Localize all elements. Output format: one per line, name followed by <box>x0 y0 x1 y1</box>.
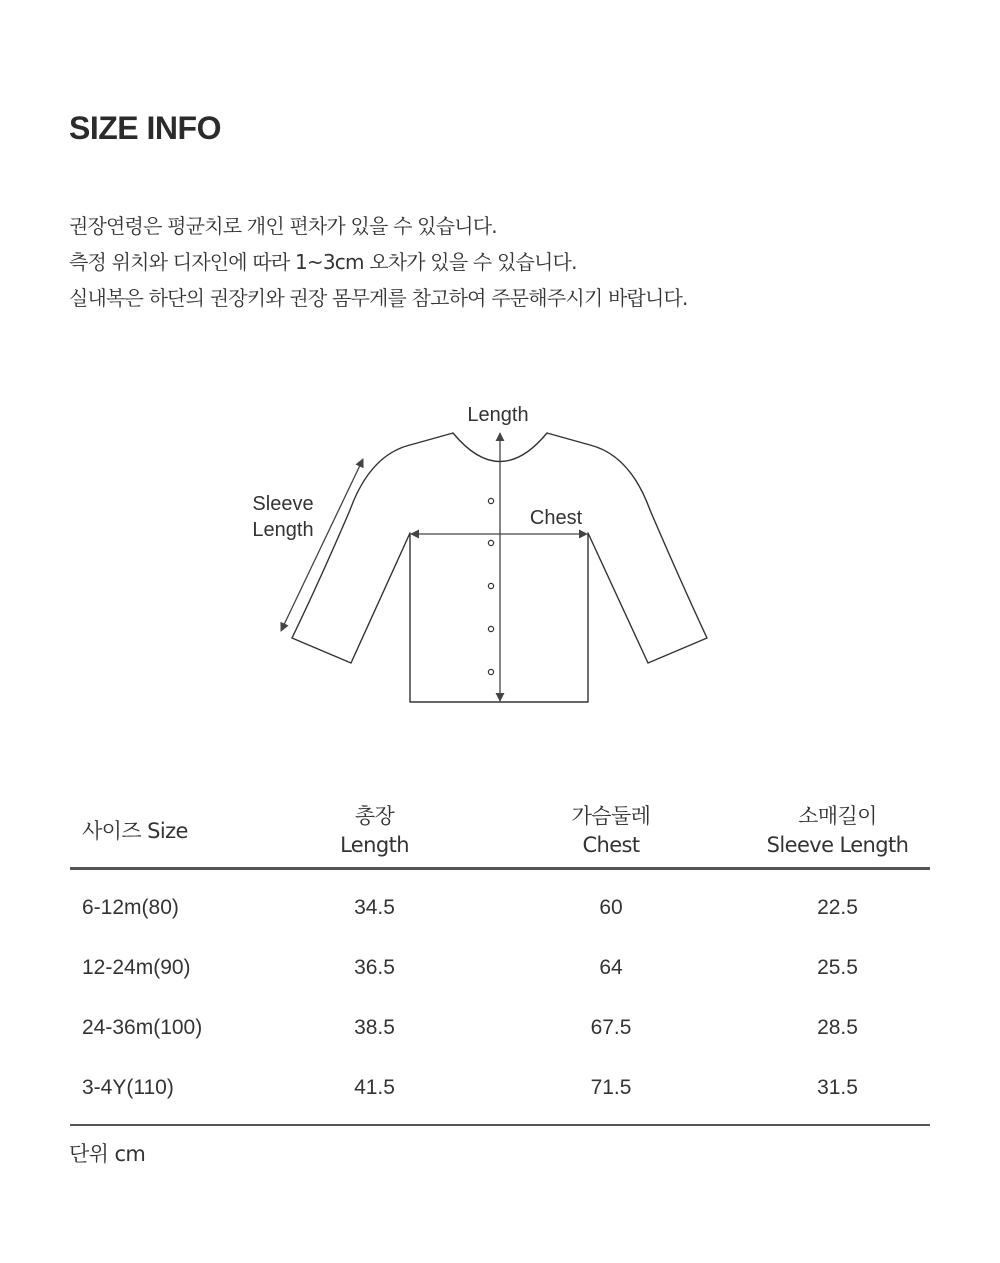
sleeve-length-arrow <box>281 459 363 631</box>
note-tolerance: 측정 위치와 디자인에 따라 1~3cm 오차가 있을 수 있습니다. <box>69 250 577 274</box>
button-icon <box>488 626 493 631</box>
table-row <box>70 869 930 939</box>
header-length: 총장 Length <box>272 795 477 869</box>
table-header-row <box>70 795 930 869</box>
sleeve-length-cell: 22.5 <box>817 896 858 919</box>
size-cell: 12-24m(90) <box>82 956 191 979</box>
length-cell: 34.5 <box>354 896 395 919</box>
chest-cell: 60 <box>599 896 623 919</box>
sleeve-length-cell: 31.5 <box>745 1058 930 1125</box>
header-sleeve-length: 소매길이 Sleeve Length <box>745 795 930 869</box>
chest-label: Chest <box>529 507 583 529</box>
length-cell: 38.5 <box>354 1016 395 1039</box>
chest-cell: 67.5 <box>590 1016 632 1039</box>
sleeve-label-line1: Sleeve <box>252 493 314 515</box>
chest-cell: 64 <box>599 956 623 979</box>
button-icon <box>488 669 493 674</box>
cardigan-measurement-diagram <box>0 395 1000 715</box>
chest-cell: 71.5 <box>477 1058 745 1125</box>
table-row <box>70 998 930 1058</box>
header-size: 사이즈 Size <box>70 795 272 869</box>
sleeve-length-cell: 28.5 <box>817 1016 858 1039</box>
size-cell: 6-12m(80) <box>82 896 179 919</box>
button-icon <box>488 498 493 503</box>
size-cell: 3-4Y(110) <box>70 1058 272 1125</box>
note-recommendation: 실내복은 하단의 권장키와 권장 몸무게를 참고하여 주문해주시기 바랍니다. <box>69 286 688 310</box>
button-icon <box>488 540 493 545</box>
button-icon <box>488 583 493 588</box>
header-chest: 가슴둘레 Chest <box>477 795 745 869</box>
length-label: Length <box>467 404 529 426</box>
length-cell: 41.5 <box>272 1058 477 1125</box>
note-age: 권장연령은 평균치로 개인 편차가 있을 수 있습니다. <box>69 214 497 238</box>
table-row <box>70 1058 930 1125</box>
length-cell: 36.5 <box>354 956 395 979</box>
table-row <box>70 938 930 998</box>
unit-label: 단위 cm <box>69 1142 146 1166</box>
size-table <box>70 795 930 1126</box>
size-notes <box>69 208 949 316</box>
size-cell: 24-36m(100) <box>82 1016 203 1039</box>
sleeve-length-cell: 25.5 <box>817 956 858 979</box>
sleeve-label-line2: Length <box>252 519 314 541</box>
page-title: SIZE INFO <box>69 110 221 146</box>
